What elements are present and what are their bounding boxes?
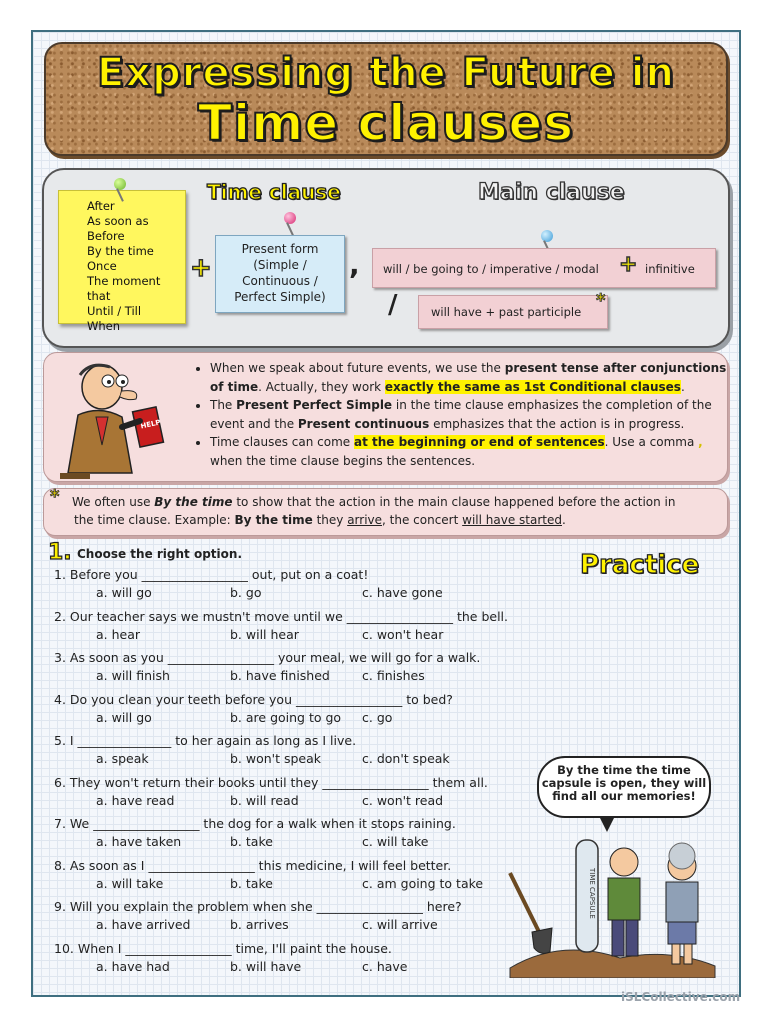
answer-option-c[interactable]: c. won't hear: [362, 626, 444, 642]
note-line-1: We often use By the time to show that the action in the main clause happened before the action in: [72, 495, 676, 509]
exercise-instruction: Choose the right option.: [77, 547, 242, 561]
conjunction-item: Until / Till: [87, 304, 142, 318]
answer-option-a[interactable]: a. will take: [96, 875, 164, 891]
answer-option-b[interactable]: b. won't speak: [230, 751, 322, 766]
explanation-bullets: [194, 359, 730, 470]
conjunction-item: The moment that: [87, 274, 161, 303]
conjunction-item: As soon as: [87, 214, 149, 228]
answer-option-b[interactable]: b. will read: [230, 792, 299, 808]
answer-option-a[interactable]: a. hear: [96, 626, 141, 642]
question-text: 10. When I _________________ time, I'll paint the house.: [54, 940, 392, 956]
answer-option-c[interactable]: c. have gone: [362, 585, 443, 600]
answer-option-a[interactable]: a. have taken: [96, 834, 182, 849]
conjunction-item: Once: [87, 259, 117, 273]
answer-option-c[interactable]: c. go: [362, 709, 393, 725]
answer-option-b[interactable]: b. take: [230, 875, 273, 891]
plus-sign: +: [190, 253, 212, 283]
note-line-2: the time clause. Example: By the time they arrive, the concert will have started.: [74, 513, 566, 527]
practice-label: Practice: [580, 550, 700, 580]
answer-option-c[interactable]: c. don't speak: [362, 751, 450, 766]
answer-option-c[interactable]: c. will arrive: [362, 917, 438, 932]
question-text: 1. Before you _________________ out, put on a coat!: [54, 567, 369, 582]
bullet-present-perfect: • The Present Perfect Simple in the time clause emphasizes the completion of the event and the Present continuous emphasizes that the action is in progress.: [210, 396, 730, 433]
comma-sign: ,: [349, 248, 360, 281]
answer-option-a[interactable]: a. have arrived: [96, 917, 191, 932]
speech-bubble: By the time the time capsule is open, they will find all our memories!: [537, 756, 711, 818]
answer-option-a[interactable]: a. have had: [96, 958, 170, 974]
question-text: 3. As soon as you _________________ your meal, we will go for a walk.: [54, 650, 481, 665]
present-form-line: Perfect Simple): [234, 290, 326, 304]
answer-option-c[interactable]: c. finishes: [362, 668, 425, 683]
answer-option-c[interactable]: c. will take: [362, 834, 429, 849]
present-form-line: Present form: [241, 242, 319, 256]
answer-option-a[interactable]: a. will go: [96, 709, 152, 725]
present-form-line: (Simple /: [253, 258, 307, 272]
main-option-1-suffix: infinitive: [645, 262, 695, 276]
answer-option-a[interactable]: a. will go: [96, 585, 152, 600]
present-form-box: [215, 235, 345, 313]
answer-option-b[interactable]: b. arrives: [230, 917, 289, 932]
answer-option-b[interactable]: b. take: [230, 834, 273, 849]
question-text: 4. Do you clean your teeth before you _________________ to bed?: [54, 691, 453, 707]
main-option-1-text: will / be going to / imperative / modal: [383, 262, 599, 276]
conjunctions-sticky-note: [58, 190, 186, 333]
asterisk-marker: *: [50, 486, 60, 507]
plus-sign: +: [619, 252, 638, 277]
answer-option-a[interactable]: a. will finish: [96, 668, 170, 683]
answer-option-b[interactable]: b. go: [230, 585, 262, 600]
question-text: 2. Our teacher says we mustn't move until we _________________ the bell.: [54, 608, 509, 624]
title-line-1: Expressing the Future in: [96, 50, 675, 96]
answer-option-c[interactable]: c. have: [362, 958, 408, 974]
question-text: 9. Will you explain the problem when she _________________ here?: [54, 899, 462, 914]
conjunction-item: Before: [87, 229, 125, 243]
worried-man-help-book-icon: [50, 355, 170, 479]
question-text: 7. We _________________ the dog for a walk when it stops raining.: [54, 816, 456, 831]
by-the-time-note: [43, 488, 728, 536]
answer-option-b[interactable]: b. are going to go: [230, 709, 342, 725]
question-text: 6. They won't return their books until they _________________ them all.: [54, 774, 488, 790]
pink-pin-icon: [284, 212, 296, 224]
time-clause-label: Time clause: [207, 180, 341, 204]
asterisk-marker: *: [596, 290, 606, 311]
explanation-box: [43, 352, 728, 482]
answer-option-c[interactable]: c. am going to take: [362, 875, 484, 891]
time-capsule-couple-icon: [500, 828, 720, 978]
green-pin-icon: [114, 178, 126, 190]
title-line-2: Time clauses: [197, 94, 575, 152]
main-option-2-text: will have + past participle: [431, 305, 582, 319]
present-form-line: Continuous /: [242, 274, 318, 288]
answer-option-b[interactable]: b. have finished: [230, 668, 330, 683]
title-banner: [44, 42, 728, 156]
answer-option-c[interactable]: c. won't read: [362, 792, 444, 808]
main-clause-option-1: [372, 248, 716, 288]
main-clause-option-2: [418, 295, 608, 329]
help-book-label: HELP: [139, 418, 162, 431]
blue-pin-icon: [541, 230, 553, 242]
question-text: 5. I _______________ to her again as long as I live.: [54, 733, 357, 748]
bullet-present-tense: • When we speak about future events, we use the present tense after conjunctions of time. Actually, they work exactly the same as 1st Conditional clauses.: [210, 359, 730, 396]
bullet-comma-rule: • Time clauses can come at the beginning or end of sentences. Use a comma , when the time clause begins the sentences.: [210, 433, 730, 470]
time-capsule-label: TIME CAPSULE: [588, 868, 596, 919]
conjunction-list: [59, 199, 185, 334]
conjunction-item: When: [87, 319, 121, 333]
conjunction-item: By the time: [87, 244, 154, 258]
slash-sign: /: [388, 290, 398, 320]
main-clause-label: Main clause: [478, 180, 625, 205]
answer-option-a[interactable]: a. have read: [96, 792, 175, 808]
answer-option-b[interactable]: b. will have: [230, 958, 302, 974]
question-text: 8. As soon as I _________________ this medicine, I will feel better.: [54, 857, 452, 873]
site-watermark: iSLCollective.com: [621, 990, 741, 1004]
answer-option-b[interactable]: b. will hear: [230, 626, 299, 642]
conjunction-item: After: [87, 199, 115, 213]
exercise-number: 1.: [48, 540, 72, 565]
answer-option-a[interactable]: a. speak: [96, 751, 149, 766]
